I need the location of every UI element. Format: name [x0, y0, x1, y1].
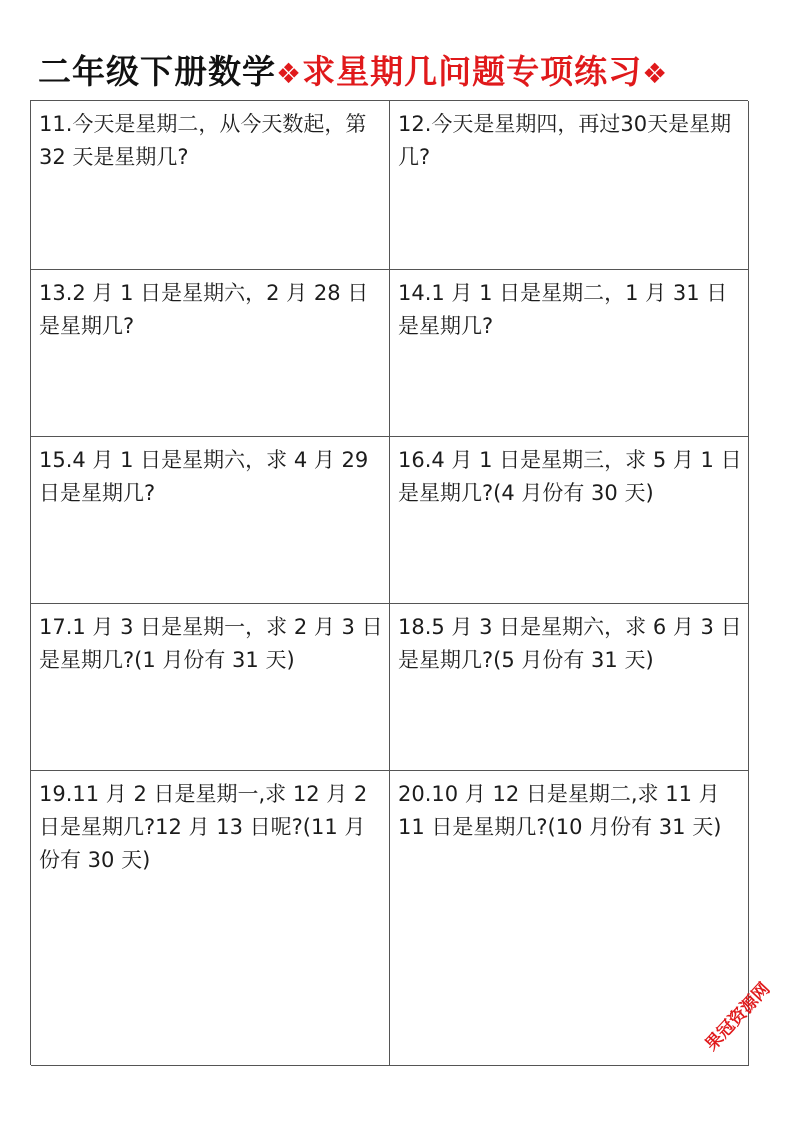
page-title — [38, 46, 668, 98]
diamond-ornament-icon: ❖ — [276, 57, 303, 90]
question-cell-19: 19.11 月 2 日是星期一,求 12 月 2 日是星期几?12 月 13 日呢?(11 月份有 30 天) — [31, 771, 390, 1066]
question-cell-20: 20.10 月 12 日是星期二,求 11 月 11 日是星期几?(10 月份有 31 天) — [390, 771, 749, 1066]
question-cell-17: 17.1 月 3 日是星期一，求 2 月 3 日是星期几?(1 月份有 31 天) — [31, 604, 390, 771]
question-cell-12: 12.今天是星期四，再过30天是星期几? — [390, 101, 749, 270]
question-grid — [30, 100, 748, 1065]
watermark: 果冠资源网 — [701, 979, 775, 1055]
question-cell-16: 16.4 月 1 日是星期三，求 5 月 1 日是星期几?(4 月份有 30 天) — [390, 437, 749, 604]
question-cell-14: 14.1 月 1 日是星期二，1 月 31 日是星期几? — [390, 270, 749, 437]
title-topic-text: 求星期几问题专项练习 — [302, 52, 643, 91]
question-cell-18: 18.5 月 3 日是星期六，求 6 月 3 日是星期几?(5 月份有 31 天) — [390, 604, 749, 771]
question-cell-15: 15.4 月 1 日是星期六，求 4 月 29 日是星期几? — [31, 437, 390, 604]
title-grade-text: 二年级下册数学 — [38, 52, 276, 91]
question-cell-13: 13.2 月 1 日是星期六，2 月 28 日是星期几? — [31, 270, 390, 437]
diamond-ornament-icon: ❖ — [642, 57, 669, 90]
question-cell-11: 11.今天是星期二，从今天数起，第 32 天是星期几? — [31, 101, 390, 270]
